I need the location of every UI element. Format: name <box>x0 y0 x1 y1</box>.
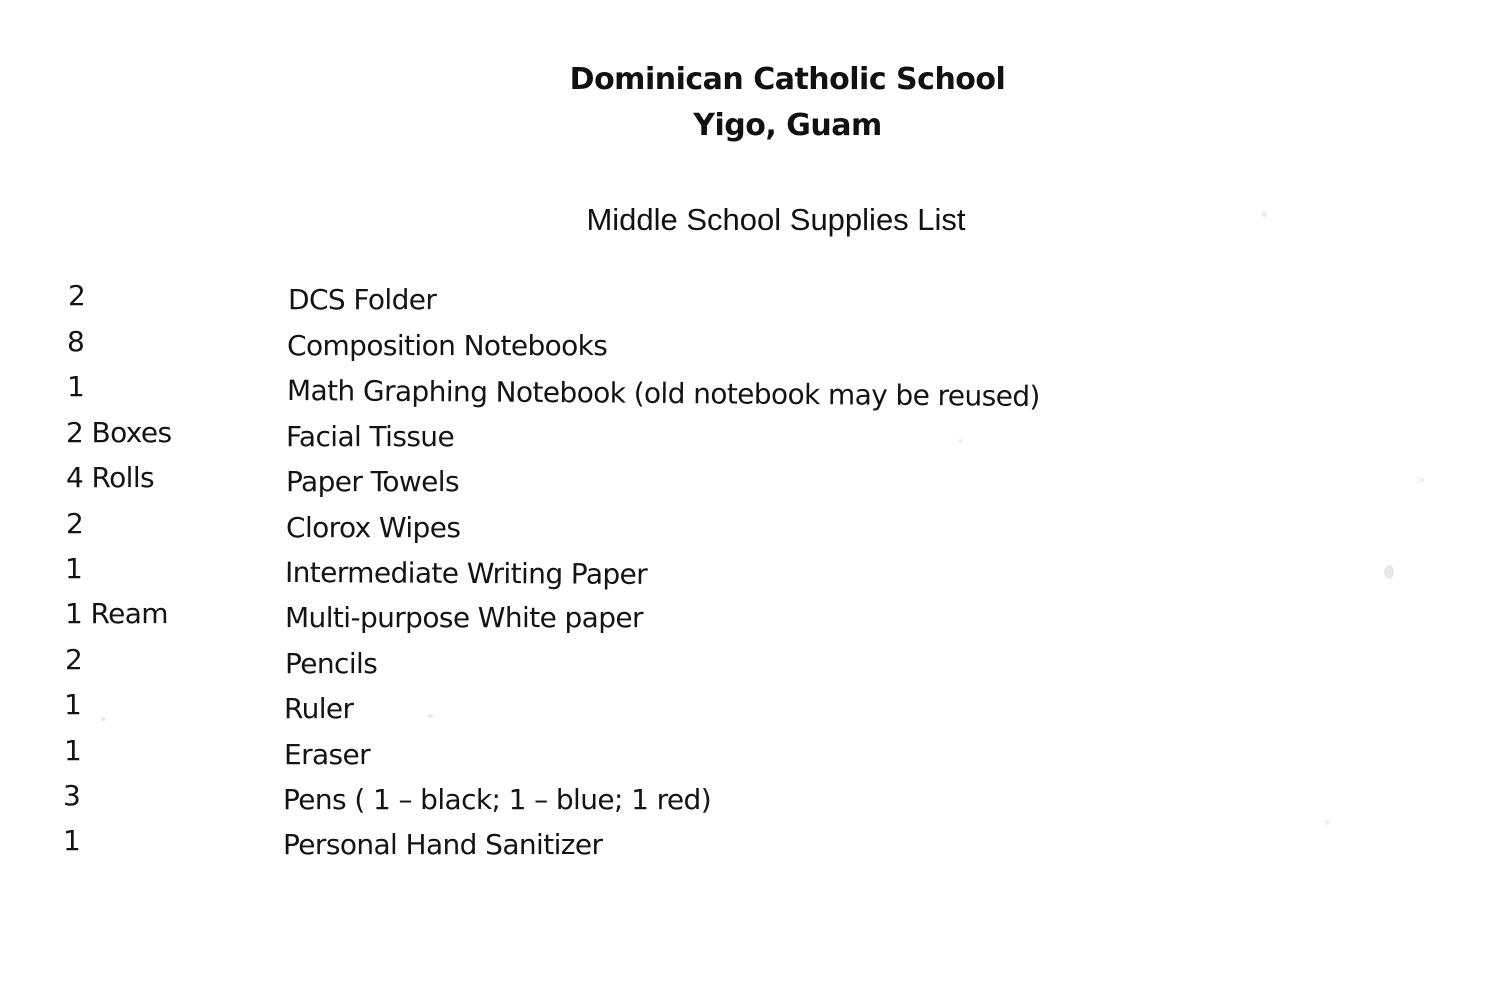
supply-quantity: 1 <box>64 688 82 721</box>
school-location: Yigo, Guam <box>693 108 882 143</box>
supply-quantity: 1 <box>63 824 81 857</box>
supply-item: Composition Notebooks <box>287 329 608 362</box>
scan-speck <box>1420 478 1424 482</box>
supply-item: Facial Tissue <box>286 420 455 453</box>
supply-item: Intermediate Writing Paper <box>284 556 648 591</box>
supply-row <box>66 504 1366 544</box>
scan-speck <box>1325 820 1330 825</box>
list-title: Middle School Supplies List <box>586 202 966 237</box>
supply-row <box>66 458 1366 498</box>
supply-quantity: 1 <box>67 370 85 403</box>
school-name: Dominican Catholic School <box>569 62 1006 97</box>
supply-row <box>65 640 1365 680</box>
supply-item: Multi-purpose White paper <box>285 601 643 634</box>
supply-item: Paper Towels <box>286 465 459 498</box>
supply-quantity: 3 <box>63 779 81 812</box>
scan-speck <box>428 714 433 718</box>
scan-speck <box>1262 212 1267 217</box>
supply-item: Math Graphing Notebook (old notebook may be reused) <box>286 374 1040 413</box>
supply-item: Ruler <box>284 692 354 725</box>
supply-row <box>65 594 1365 634</box>
supply-row <box>66 413 1366 453</box>
supply-quantity: 4 Rolls <box>66 461 154 494</box>
supply-row <box>68 276 1368 316</box>
supply-quantity: 2 <box>68 279 86 312</box>
supply-quantity: 1 Ream <box>65 597 168 630</box>
supply-quantity: 1 <box>65 552 83 585</box>
supply-item: Pens ( 1 – black; 1 – blue; 1 red) <box>283 783 712 816</box>
supply-quantity: 2 Boxes <box>66 416 172 449</box>
supply-quantity: 1 <box>64 734 82 767</box>
supply-quantity: 8 <box>67 325 85 358</box>
scan-speck <box>958 439 963 443</box>
supply-row <box>67 367 1367 413</box>
supply-item: Pencils <box>285 647 378 680</box>
supply-item: DCS Folder <box>288 283 437 316</box>
scan-speck <box>101 717 106 721</box>
supply-row <box>64 685 1364 725</box>
supply-quantity: 2 <box>66 507 84 540</box>
scan-speck <box>1384 565 1394 579</box>
supply-row <box>63 821 1363 861</box>
supply-row <box>65 549 1365 589</box>
supply-item: Personal Hand Sanitizer <box>283 828 603 861</box>
supply-quantity: 2 <box>65 643 83 676</box>
supply-row <box>64 731 1364 771</box>
supply-item: Clorox Wipes <box>286 511 461 544</box>
supply-row <box>67 322 1367 362</box>
supply-row <box>63 776 1363 816</box>
supply-item: Eraser <box>284 738 371 771</box>
